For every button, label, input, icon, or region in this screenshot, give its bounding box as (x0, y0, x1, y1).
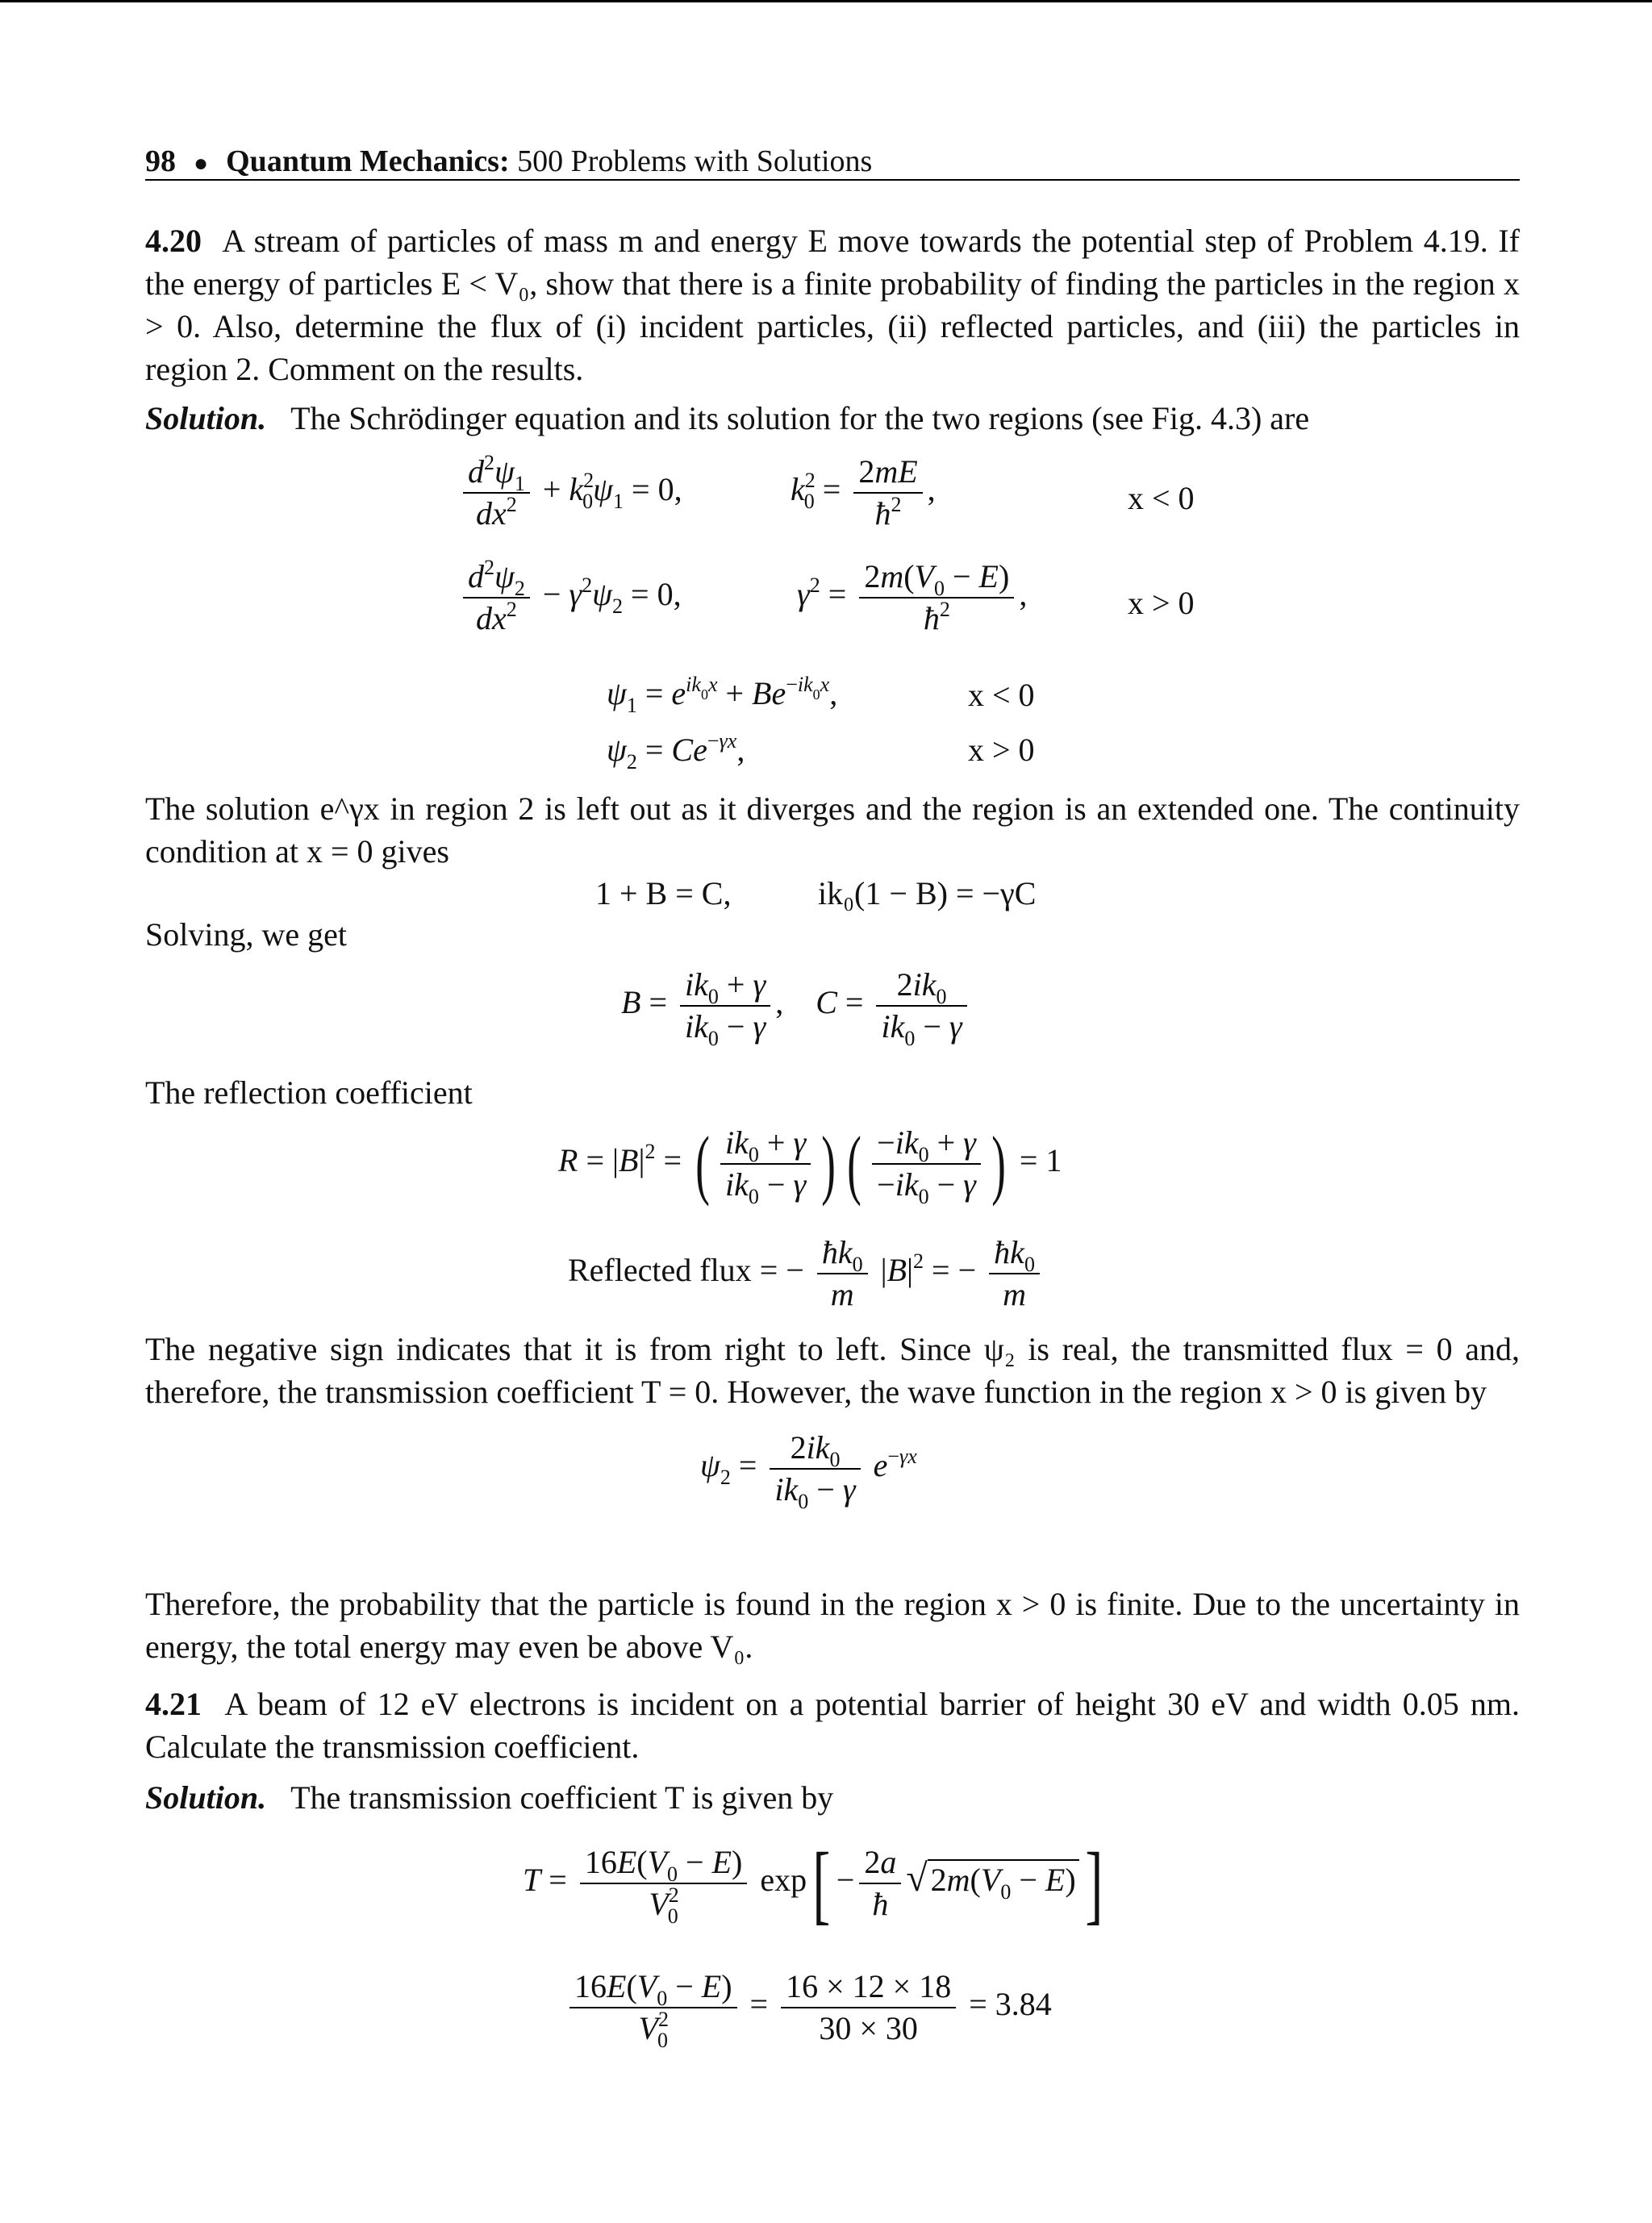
diverge-paragraph: The solution e^γx in region 2 is left out as it diverges and the region is an extended one. The continuity condition at x = 0 gives (145, 790, 1520, 870)
header-rule (145, 179, 1520, 181)
running-header (145, 144, 1520, 179)
page-number: 98 (145, 144, 176, 178)
problem-4-20-statement: 4.20 A stream of particles of mass m and energy E move towards the potential step of Problem 4.19. If the energy of particles E < V₀, show that there is a finite probability of finding the particles in the region x > 0. Also, determine the flux of (i) incident particles, (ii) reflected particles, and (iii) the particles in region 2. Comment on the results. (145, 223, 1520, 387)
therefore-paragraph: Therefore, the probability that the particle is found in the region x > 0 is finite. Due to the uncertainty in energy, the total energy may even be above V₀. (145, 1586, 1520, 1665)
bullet-separator-icon: ● (194, 150, 209, 177)
k0-definition: $k^2_0$ = $\frac{2mE}{ħ^2}$ , (791, 453, 936, 532)
psi1-solution: $\psi_1 = e^{ik_0x} + Be^{-ik_0x}$, (607, 673, 838, 717)
b-c-solution: B = $\frac{ik_0 + \gamma}{ik_0 - \gamma}$ , C = $\frac{2ik_0}{ik_0 - \gamma}$ (621, 965, 972, 1047)
solving-text: Solving, we get (145, 916, 347, 953)
book-title: Quantum Mechanics: 500 Problems with Solutions (226, 144, 873, 178)
region-lt-label-1: x < 0 (1128, 480, 1195, 516)
transmission-prefactor-calc: $\frac{16E(V_0 - E)}{V^2_0}$ = $\frac{16 \times 12 \times 18}{30 \times 30}$ = 3.84 (565, 1966, 1052, 2049)
schrodinger-eq-region-2: $\frac{d^2\psi_2}{dx^2}$ − $\gamma^2\psi_2 = 0$, (458, 557, 682, 639)
solution-label: Solution. (145, 1779, 267, 1816)
schrodinger-eq-region-1: $\frac{d^2\psi_1}{dx^2}$ + $k^2_0\psi_1 = 0$, (458, 452, 682, 534)
negative-sign-paragraph: The negative sign indicates that it is from right to left. Since ψ₂ is real, the transmitted flux = 0 and, therefore, the transmission coefficient T = 0. However, the wave function in the region x > 0 is given by (145, 1331, 1520, 1410)
transmission-formula: T = $\frac{16E(V_0 - E)}{V^2_0}$ exp[ − $\frac{2a}{ħ}$ √ $2m(V_0 - E)$ ] (523, 1834, 1103, 1933)
problem-4-21-statement: 4.21 A beam of 12 eV electrons is incident on a potential barrier of height 30 eV and width 0.05 nm. Calculate the transmission coefficient. (145, 1686, 1521, 1765)
psi2-solution: $\psi_2 = Ce^{-\gamma x}$, (607, 729, 745, 774)
problem-number: 4.20 (145, 223, 202, 259)
gamma-definition: $\gamma^2$ = $\frac{2m(V_0 - E)}{ħ^2}$ , (797, 558, 1028, 636)
scan-edge-line (0, 0, 1652, 2)
psi2-final-eq: $\psi_2$ = $\frac{2ik_0}{ik_0 - \gamma}$ $e^{-\gamma x}$ (700, 1429, 917, 1513)
continuity-eq-1: 1 + B = C, (595, 875, 732, 911)
solution-intro: Solution. The Schrödinger equation and its solution for the two regions (see Fig. 4.3) are (145, 400, 1310, 436)
reflected-flux-eq: Reflected flux = − $\frac{ħk_0}{m}$ $|B|^2$ = − $\frac{ħk_0}{m}$ (568, 1232, 1045, 1315)
reflection-coefficient-label: The reflection coefficient (145, 1074, 473, 1111)
continuity-eq-2: ik₀(1 − B) = −γC (818, 875, 1037, 911)
solution-label: Solution. (145, 400, 267, 436)
region-gt-label-2: x > 0 (968, 732, 1035, 768)
solution-421-intro: Solution. The transmission coefficient T is given by (145, 1779, 834, 1816)
reflection-coefficient-eq: $R = |B|^2$ = ( $\frac{ik_0 + \gamma}{ik_0 - \gamma}$ ) ( $\frac{-ik_0 + \gamma}{-ik_0 - \gamma}$ ) = 1 (558, 1120, 1062, 1208)
region-lt-label-2: x < 0 (968, 677, 1035, 713)
region-gt-label-1: x > 0 (1128, 585, 1195, 621)
problem-number: 4.21 (145, 1686, 202, 1722)
